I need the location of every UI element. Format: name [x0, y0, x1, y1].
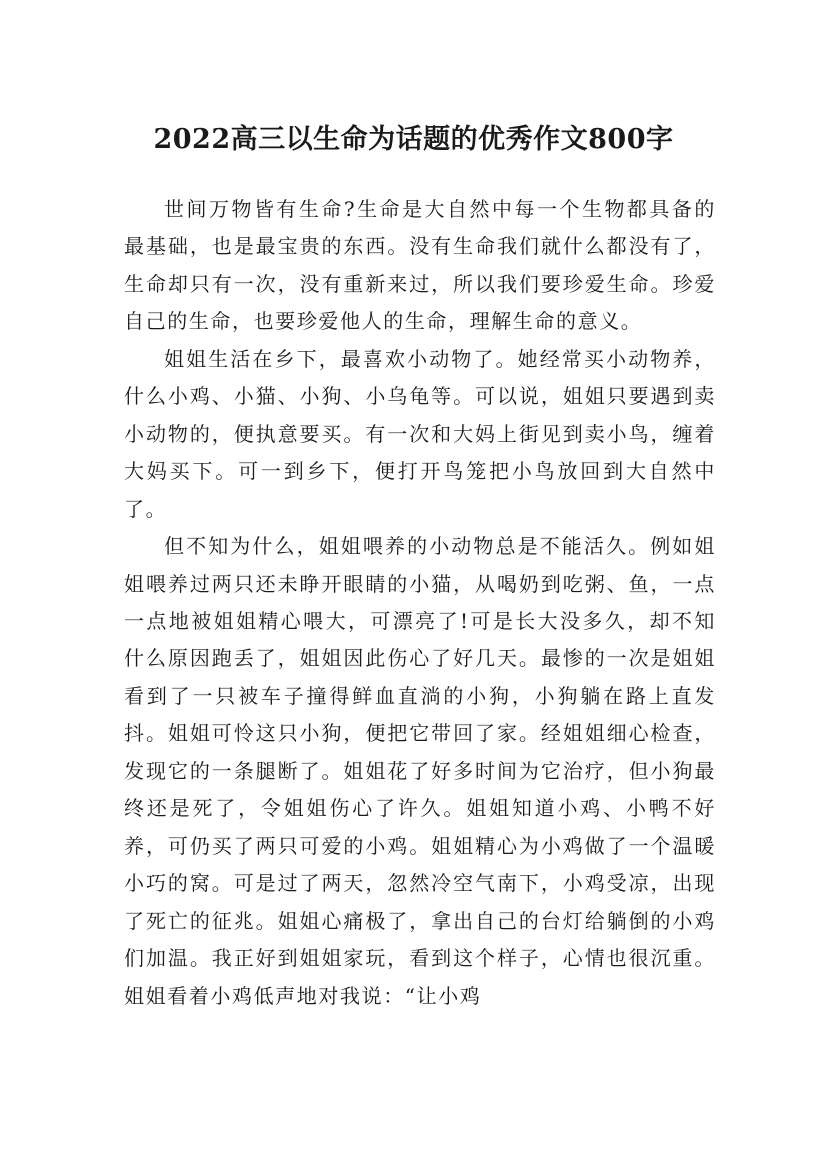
document-body — [124, 191, 716, 1015]
paragraph: 但不知为什么，姐姐喂养的小动物总是不能活久。例如姐姐喂养过两只还未睁开眼睛的小猫，从喝奶到吃粥、鱼，一点一点地被姐姐精心喂大，可漂亮了!可是长大没多久，却不知什么原因跑丢了，姐姐因此伤心了好几天。最惨的一次是姐姐看到了一只被车子撞得鲜血直淌的小狗，小狗躺在路上直发抖。姐姐可怜这只小狗，便把它带回了家。经姐姐细心检查，发现它的一条腿断了。姐姐花了好多时间为它治疗，但小狗最终还是死了，令姐姐伤心了许久。姐姐知道小鸡、小鸭不好养，可仍买了两只可爱的小鸡。姐姐精心为小鸡做了一个温暖小巧的窝。可是过了两天，忽然冷空气南下，小鸡受凉，出现了死亡的征兆。姐姐心痛极了，拿出自己的台灯给躺倒的小鸡们加温。我正好到姐姐家玩，看到这个样子，心情也很沉重。姐姐看着小鸡低声地对我说：“让小鸡 — [124, 534, 716, 1008]
document-title: 2022高三以生命为话题的优秀作文800字 — [153, 124, 674, 156]
paragraph: 姐姐生活在乡下，最喜欢小动物了。她经常买小动物养，什么小鸡、小猫、小狗、小乌龟等。可以说，姐姐只要遇到卖小动物的，便执意要买。有一次和大妈上街见到卖小鸟，缠着大妈买下。可一到乡下，便打开鸟笼把小鸟放回到大自然中了。 — [124, 346, 716, 521]
paragraph: 世间万物皆有生命?生命是大自然中每一个生物都具备的最基础，也是最宝贵的东西。没有生命我们就什么都没有了，生命却只有一次，没有重新来过，所以我们要珍爱生命。珍爱自己的生命，也要珍爱他人的生命，理解生命的意义。 — [124, 197, 716, 334]
